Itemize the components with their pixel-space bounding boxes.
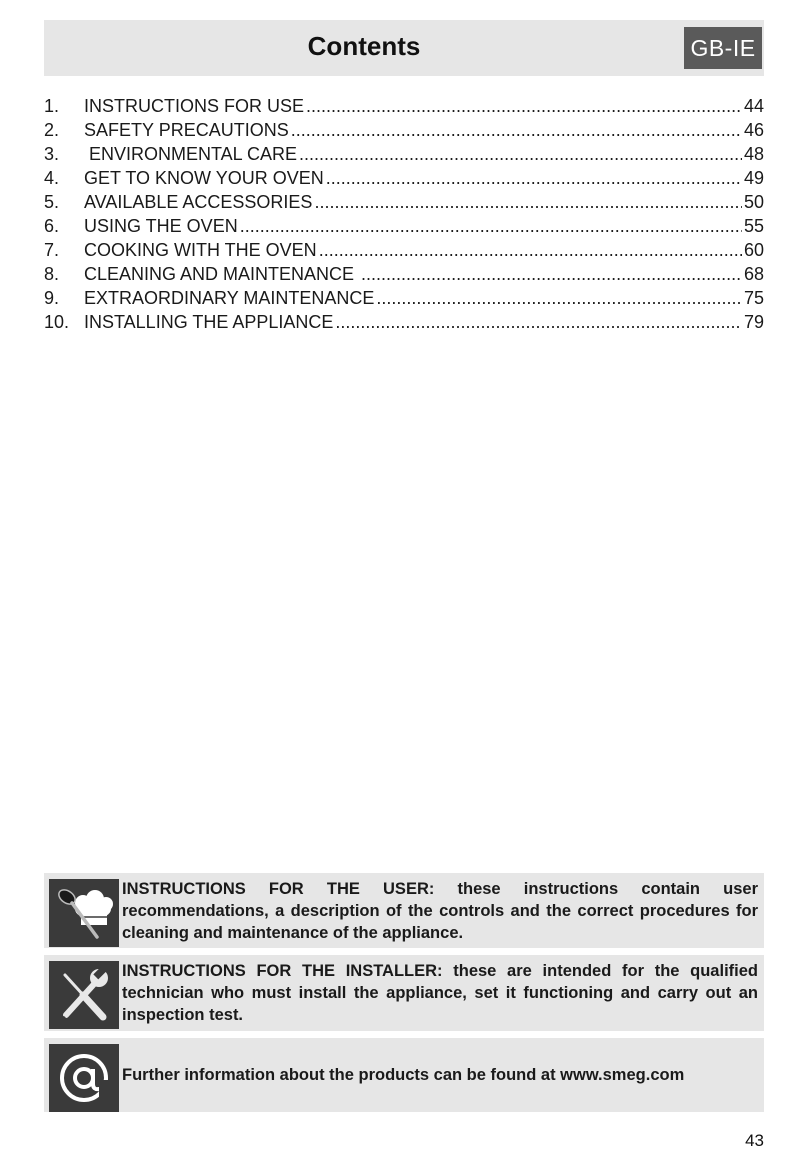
toc-entry[interactable] bbox=[44, 262, 764, 286]
installer-instructions-box bbox=[44, 955, 764, 1031]
toc-leader bbox=[335, 310, 742, 334]
chef-hat-spoon-icon bbox=[49, 879, 119, 947]
toc-page: 75 bbox=[743, 288, 764, 308]
toc-label: COOKING WITH THE OVEN bbox=[84, 240, 317, 260]
toc-entry[interactable] bbox=[44, 142, 764, 166]
toc-number: 5. bbox=[44, 192, 60, 212]
toc-leader bbox=[361, 262, 742, 286]
toc-label: AVAILABLE ACCESSORIES bbox=[84, 192, 313, 212]
toc-label: GET TO KNOW YOUR OVEN bbox=[84, 168, 324, 188]
toc-page: 60 bbox=[743, 240, 764, 260]
toc-leader bbox=[326, 166, 742, 190]
page-number: 43 bbox=[745, 1131, 764, 1150]
language-badge: GB-IE bbox=[684, 27, 762, 69]
toc-entry[interactable] bbox=[44, 238, 764, 262]
toc-page: 46 bbox=[743, 120, 764, 140]
wrench-screwdriver-icon bbox=[49, 961, 119, 1029]
toc-page: 68 bbox=[743, 264, 764, 284]
toc-entry[interactable] bbox=[44, 94, 764, 118]
toc-leader bbox=[314, 190, 742, 214]
toc-leader bbox=[291, 118, 742, 142]
toc-number: 9. bbox=[44, 288, 60, 308]
toc-page: 79 bbox=[743, 312, 764, 332]
toc-entry[interactable] bbox=[44, 166, 764, 190]
toc-number: 8. bbox=[44, 264, 60, 284]
further-information-text[interactable]: Further information about the products can be found at www.smeg.com bbox=[122, 1066, 685, 1084]
toc-label: INSTALLING THE APPLIANCE bbox=[84, 312, 334, 332]
toc-number: 6. bbox=[44, 216, 60, 236]
at-sign-icon bbox=[49, 1044, 119, 1112]
toc-number: 2. bbox=[44, 120, 60, 140]
user-instructions-box bbox=[44, 873, 764, 948]
toc-number: 3. bbox=[44, 144, 60, 164]
page-title: Contents bbox=[307, 31, 421, 61]
further-information-box bbox=[44, 1038, 764, 1112]
page-header bbox=[44, 20, 764, 76]
toc-entry[interactable] bbox=[44, 118, 764, 142]
toc-label: EXTRAORDINARY MAINTENANCE bbox=[84, 288, 375, 308]
toc-label: INSTRUCTIONS FOR USE bbox=[84, 96, 305, 116]
toc-leader bbox=[240, 214, 742, 238]
toc-number: 4. bbox=[44, 168, 60, 188]
toc-leader bbox=[306, 94, 742, 118]
toc-page: 44 bbox=[743, 96, 764, 116]
toc-label: CLEANING AND MAINTENANCE bbox=[84, 264, 360, 284]
toc-entry[interactable] bbox=[44, 190, 764, 214]
toc-label: ENVIRONMENTAL CARE bbox=[84, 144, 298, 164]
toc-number: 7. bbox=[44, 240, 60, 260]
toc-leader bbox=[299, 142, 742, 166]
toc-leader bbox=[376, 286, 742, 310]
toc-leader bbox=[319, 238, 742, 262]
toc-number: 1. bbox=[44, 96, 60, 116]
toc-entry[interactable] bbox=[44, 310, 764, 334]
toc-entry[interactable] bbox=[44, 286, 764, 310]
toc-number: 10. bbox=[44, 312, 70, 332]
toc-page: 50 bbox=[743, 192, 764, 212]
installer-instructions-text: INSTRUCTIONS FOR THE INSTALLER: these are intended for the qualified technician who must install the appliance, set it functioning and carry out an inspection test. bbox=[122, 962, 758, 1024]
toc-page: 49 bbox=[743, 168, 764, 188]
user-instructions-text: INSTRUCTIONS FOR THE USER: these instructions contain user recommendations, a description of the controls and the correct procedures for cleaning and maintenance of the appliance. bbox=[122, 879, 758, 942]
toc-entry[interactable] bbox=[44, 214, 764, 238]
toc-page: 48 bbox=[743, 144, 764, 164]
toc-page: 55 bbox=[743, 216, 764, 236]
toc-label: USING THE OVEN bbox=[84, 216, 238, 236]
table-of-contents bbox=[44, 94, 764, 334]
toc-label: SAFETY PRECAUTIONS bbox=[84, 120, 289, 140]
